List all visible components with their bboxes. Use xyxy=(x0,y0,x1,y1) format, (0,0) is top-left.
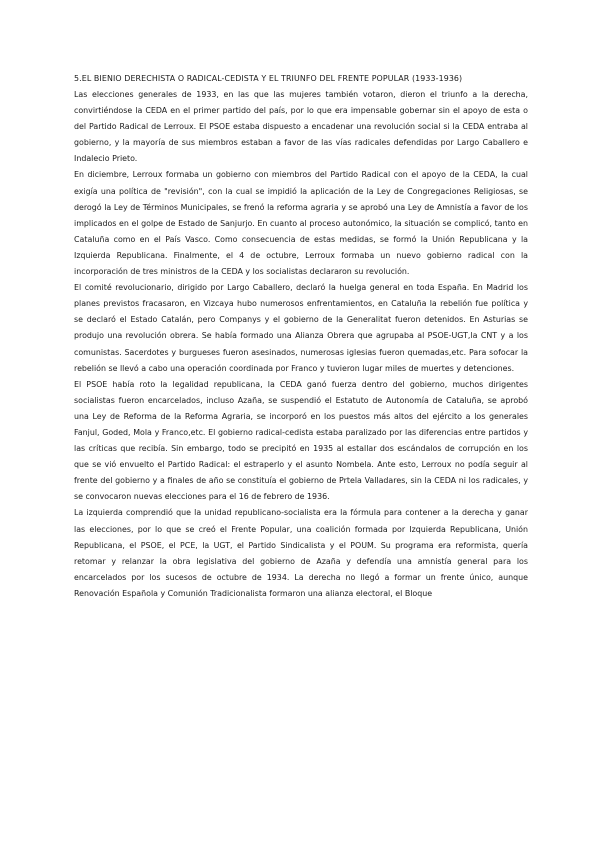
paragraph-revolution-1934: El comité revolucionario, dirigido por Largo Caballero, declaró la huelga general en toda España. En Madrid los planes previstos fracasaron, en Vizcaya hubo numerosos enfrentamientos, en Cataluña la rebelión fue política y se declaró el Estado Catalán, pero Companys y el gobierno de la Generalitat fueron detenidos. En Asturias se produjo una revolución obrera. Se había formado una Alianza Obrera que agrupaba al PSOE-UGT,la CNT y a los comunistas. Sacerdotes y burgueses fueron asesinados, numerosas iglesias fueron quemadas,etc. Para sofocar la rebelión se llevó a cabo una operación coordinada por Franco y tuvieron lugar miles de muertes y detenciones. xyxy=(74,283,528,373)
paragraph-frente-popular: La izquierda comprendió que la unidad republicano-socialista era la fórmula para contener a la derecha y ganar las elecciones, por lo que se creó el Frente Popular, una coalición formada por Izquierda Republicana, Unión Republicana, el PSOE, el PCE, la UGT, el Partido Sindicalista y el POUM. Su programa era reformista, quería retomar y relanzar la obra legislativa del gobierno de Azaña y defendía una amnistía general para los encarcelados por los sucesos de octubre de 1934. La derecha no llegó a formar un frente único, aunque Renovación Española y Comunión Tradicionalista formaron una alianza electoral, el Bloque xyxy=(74,508,528,598)
paragraph-lerroux-government: En diciembre, Lerroux formaba un gobierno con miembros del Partido Radical con el apoyo de la CEDA, la cual exigía una política de "revisión", con la cual se impidió la aplicación de la Ley de Congregaciones Religiosas, se derogó la Ley de Términos Municipales, se frenó la reforma agraria y se aprobó una Ley de Amnistía a favor de los implicados en el golpe de Estado de Sanjurjo. En cuanto al proceso autonómico, la situación se complicó, tanto en Cataluña como en el País Vasco. Como consecuencia de estas medidas, se formó la Unión Republicana y la Izquierda Republicana. Finalmente, el 4 de octubre, Lerroux formaba un nuevo gobierno radical con la incorporación de tres ministros de la CEDA y los socialistas declararon su revolución. xyxy=(74,170,528,277)
section-heading: 5.EL BIENIO DERECHISTA O RADICAL-CEDISTA Y EL TRIUNFO DEL FRENTE POPULAR (1933-1936) xyxy=(74,74,463,83)
paragraph-elections-1933: Las elecciones generales de 1933, en las que las mujeres también votaron, dieron el triunfo a la derecha, convirtiéndose la CEDA en el primer partido del país, por lo que era impensable gobernar sin el apoyo de esta o del Partido Radical de Lerroux. El PSOE estaba dispuesto a encadenar una revolución social si la CEDA entraba al gobierno, y la mayoría de sus miembros estaban a favor de las vías radicales defendidas por Largo Caballero e Indalecio Prieto. xyxy=(74,90,528,164)
document-page xyxy=(74,71,528,602)
paragraph-radical-cedista-crisis: El PSOE había roto la legalidad republicana, la CEDA ganó fuerza dentro del gobierno, muchos dirigentes socialistas fueron encarcelados, incluso Azaña, se suspendió el Estatuto de Autonomía de Cataluña, se aprobó una Ley de Reforma de la Reforma Agraria, se incorporó en los puestos más altos del ejército a los generales Fanjul, Goded, Mola y Franco,etc. El gobierno radical-cedista estaba paralizado por las diferencias entre partidos y las críticas que recibía. Sin embargo, todo se precipitó en 1935 al estallar dos escándalos de corrupción en los que se vió envuelto el Partido Radical: el estraperlo y el asunto Nombela. Ante esto, Lerroux no podía seguir al frente del gobierno y a finales de año se constituía el gobierno de Prtela Valladares, sin la CEDA ni los radicales, y se convocaron nuevas elecciones para el 16 de febrero de 1936. xyxy=(74,379,528,502)
